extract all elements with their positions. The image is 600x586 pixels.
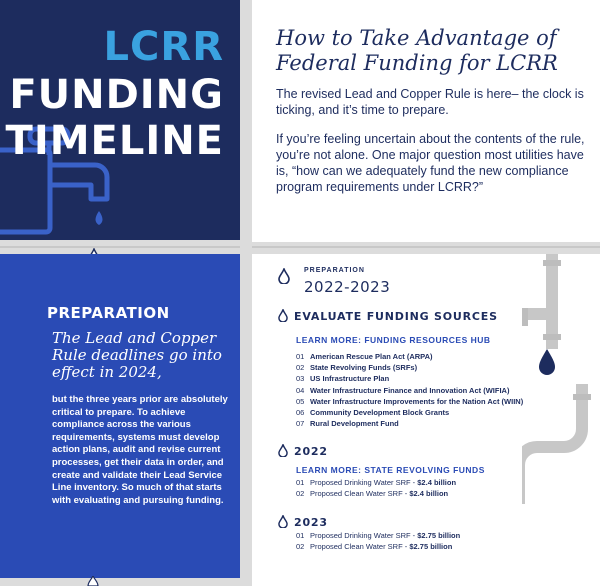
hero-line-lcrr: LCRR [103, 24, 224, 70]
water-drop-icon [278, 515, 288, 528]
year-2023-list [296, 530, 566, 552]
preparation-panel [0, 254, 240, 578]
list-item: 05 Water Infrastructure Improvements for the Nation Act (WIIN) [296, 396, 524, 406]
hero-line-funding: FUNDING [9, 72, 224, 118]
list-item: 01 American Rescue Plan Act (ARPA) [296, 352, 433, 361]
intro-paragraph-1: The revised Lead and Copper Rule is here– the clock is ticking, and it’s time to prepare. [276, 87, 584, 117]
hero-panel [0, 0, 240, 240]
water-drop-icon [86, 576, 100, 586]
intro-paragraph-2: If you’re feeling uncertain about the contents of the rule, you’re not alone. One major question most utilities have is, “how can we adequately fund the new compliance program requirements under LCRR?” [276, 132, 585, 194]
year-2023-title: 2023 [294, 516, 328, 529]
state-revolving-funds-link[interactable]: LEARN MORE: STATE REVOLVING FUNDS [296, 465, 485, 475]
hero-line-timeline: TIMELINE [5, 118, 224, 164]
preparation-body: but the three years prior are absolutely critical to prepare. To achieve compliance across the various requirements, systems must develop action plans, audit and revise current processes, get their data in order, and create and validate their Lead Service Line inventory. So much of that starts with evaluating and pursuing funding. [52, 394, 228, 506]
timeline-panel [252, 254, 600, 586]
preparation-heading: PREPARATION [47, 304, 170, 322]
intro-title: How to Take Advantage of Federal Funding for LCRR [276, 26, 558, 75]
list-item: 04 Water Infrastructure Finance and Innovation Act (WIFIA) [296, 385, 510, 395]
list-item: 01 Proposed Drinking Water SRF - $2.4 billion [296, 478, 457, 487]
water-drop-icon [278, 309, 288, 322]
preparation-quote: The Lead and Copper Rule deadlines go into effect in 2024, [52, 329, 222, 381]
list-item: 02 Proposed Clean Water SRF - $2.75 billion [296, 542, 453, 552]
evaluate-section-title: EVALUATE FUNDING SOURCES [294, 310, 498, 323]
list-item: 02 Proposed Clean Water SRF - $2.4 billion [296, 489, 449, 499]
stage-years: 2022-2023 [304, 278, 391, 296]
evaluate-list [296, 351, 566, 429]
vertical-separator [240, 0, 252, 586]
year-2022-title: 2022 [294, 445, 328, 458]
list-item: 02 State Revolving Funds (SRFs) [296, 363, 418, 373]
list-item: 06 Community Development Block Grants [296, 408, 450, 418]
year-2022-list [296, 477, 566, 499]
water-drop-icon [278, 444, 288, 457]
list-item: 03 US Infrastructure Plan [296, 374, 390, 384]
stage-label: PREPARATION [304, 267, 365, 274]
water-drop-icon [278, 268, 290, 284]
list-item: 01 Proposed Drinking Water SRF - $2.75 billion [296, 531, 461, 540]
list-item: 07 Rural Development Fund [296, 419, 399, 429]
intro-panel [252, 0, 600, 242]
funding-resources-hub-link[interactable]: LEARN MORE: FUNDING RESOURCES HUB [296, 335, 491, 345]
